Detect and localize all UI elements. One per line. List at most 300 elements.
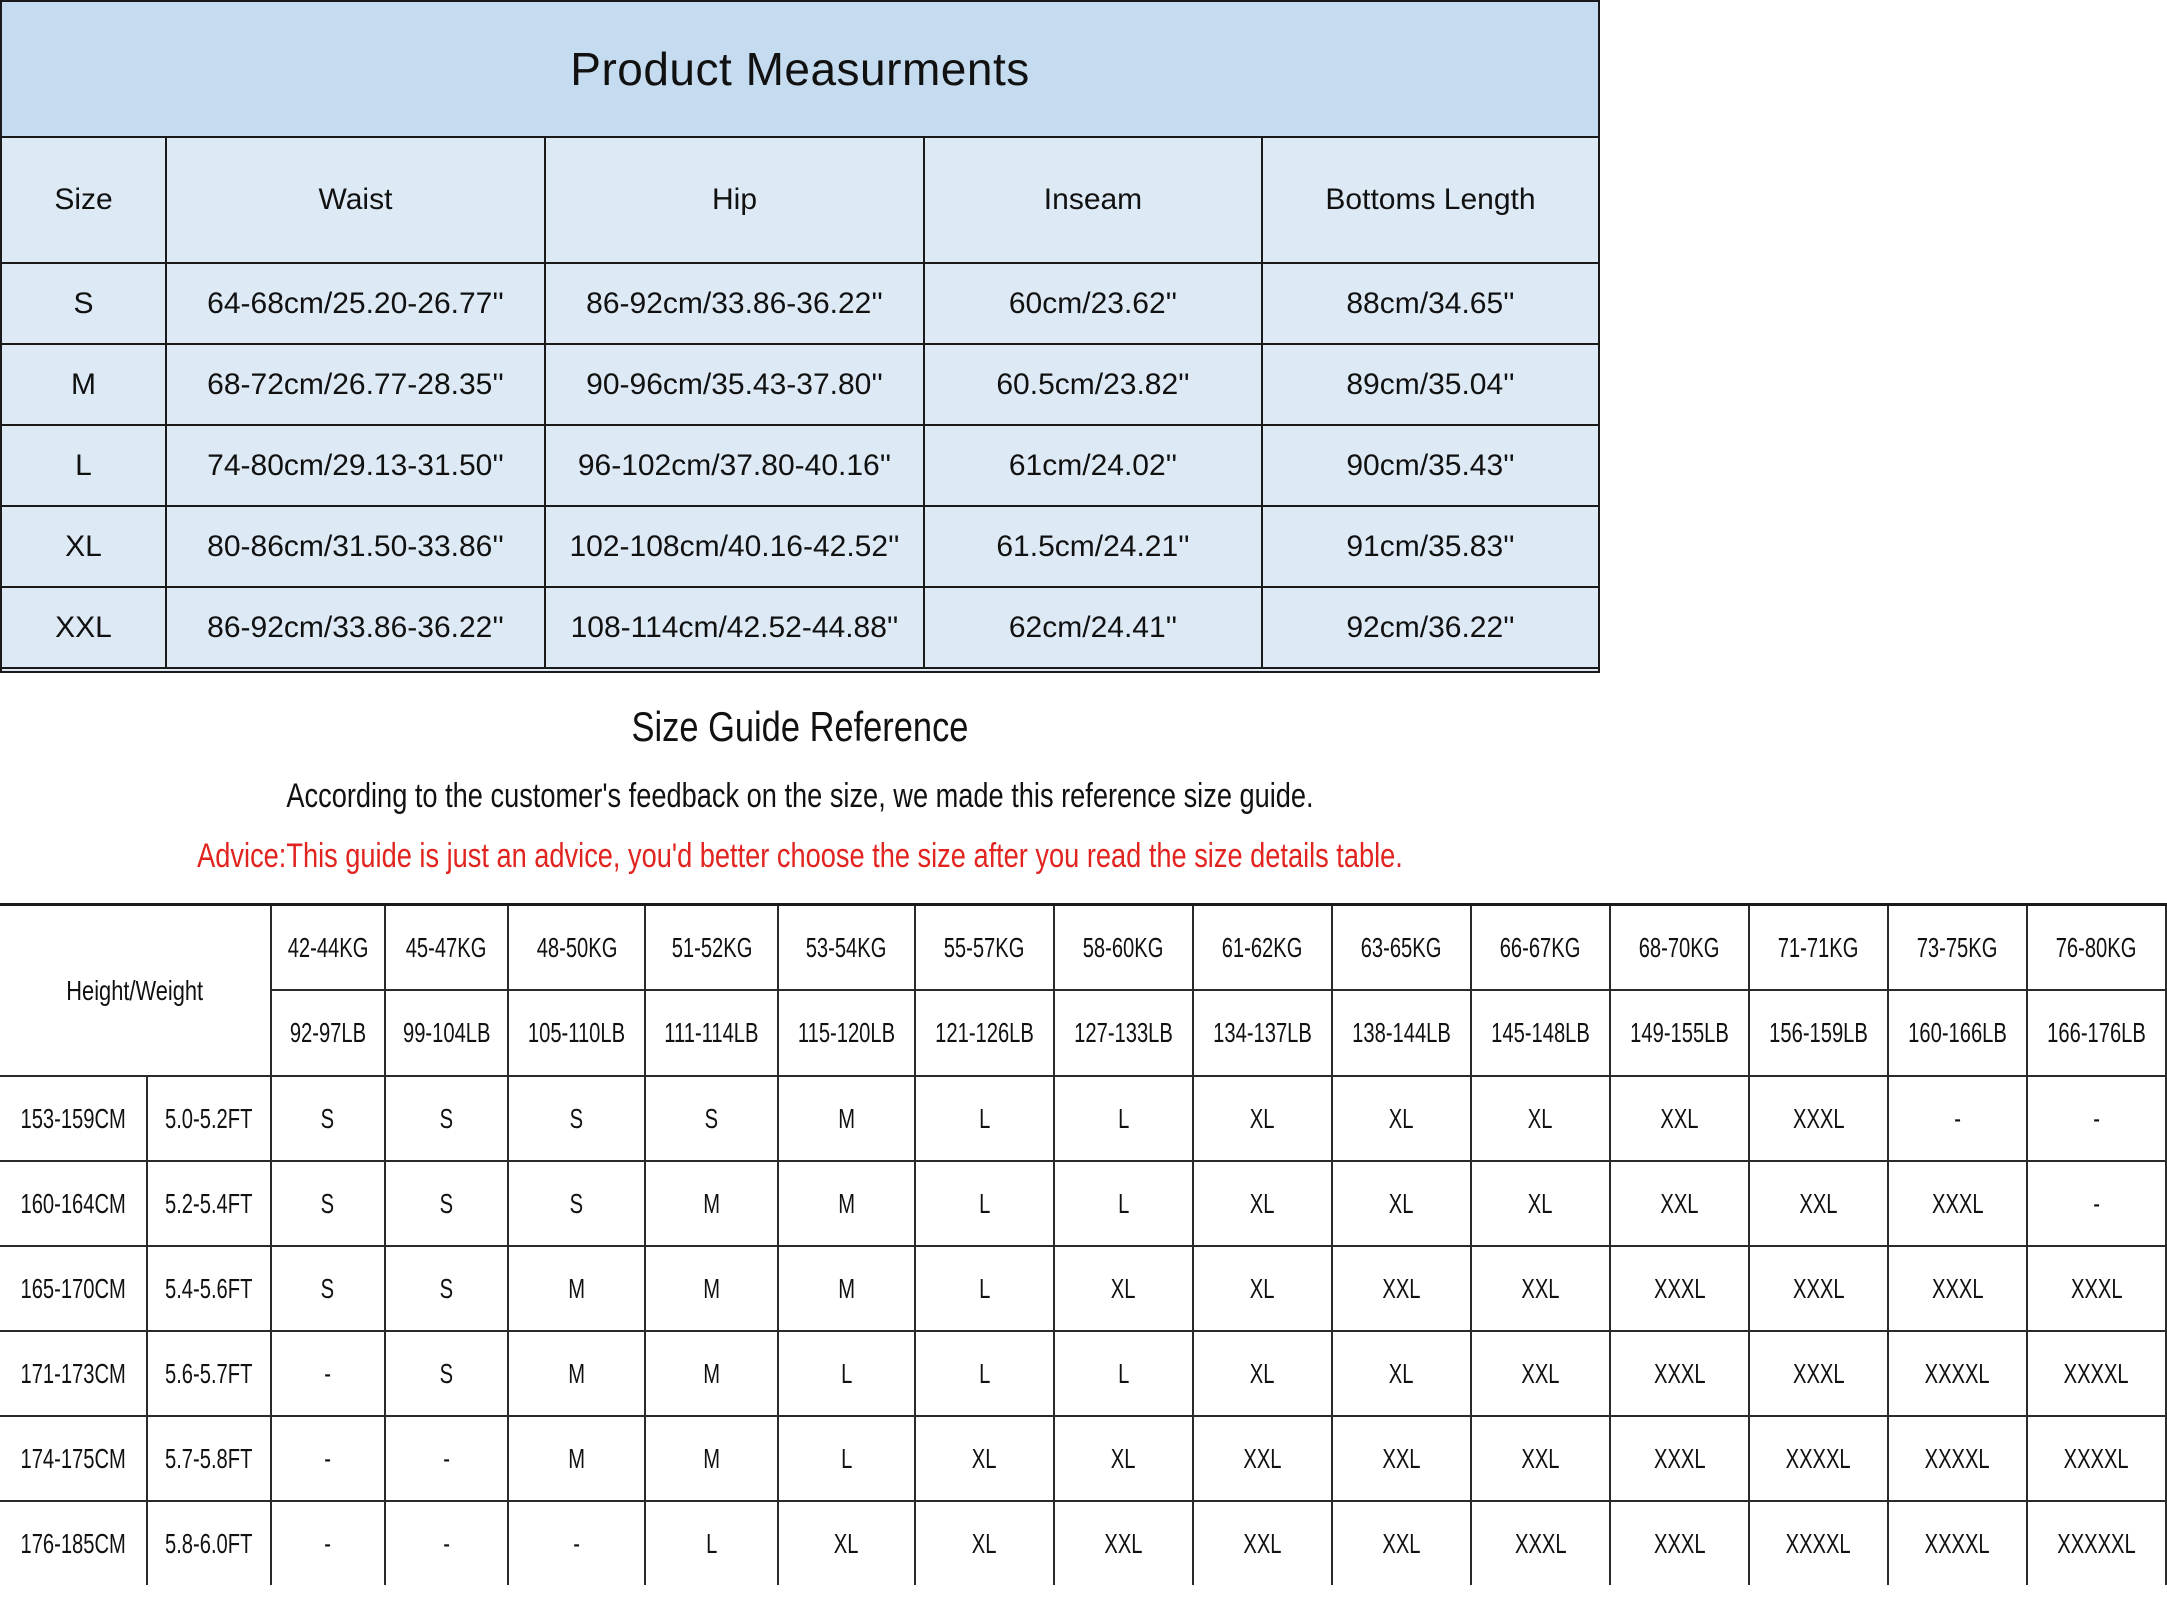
measurements-size-cell: XL	[2, 506, 166, 587]
recommended-size-label: L	[1117, 1357, 1130, 1389]
weight-lb-label: 115-120LB	[797, 1017, 895, 1048]
measurements-header-cell: Bottoms Length	[1262, 138, 1598, 263]
weight-lb-header	[915, 990, 1054, 1076]
recommended-size-label: XXL	[1382, 1442, 1421, 1474]
recommended-size-cell	[508, 1076, 645, 1161]
height-ft-label: 5.2-5.4FT	[165, 1187, 253, 1219]
recommended-size-cell	[1471, 1416, 1610, 1501]
recommended-size-label: XXXXL	[1924, 1527, 1990, 1559]
recommended-size-label: -	[1954, 1102, 1961, 1134]
recommended-size-cell	[645, 1246, 778, 1331]
recommended-size-label: XL	[1250, 1187, 1275, 1219]
recommended-size-label: S	[569, 1102, 584, 1134]
recommended-size-cell	[1471, 1246, 1610, 1331]
height-cm-cell	[0, 1246, 147, 1331]
measurements-value-cell: 80-86cm/31.50-33.86''	[166, 506, 545, 587]
recommended-size-label: XXXXL	[1924, 1357, 1990, 1389]
recommended-size-label: XXXL	[1653, 1272, 1706, 1304]
measurements-value-cell: 61cm/24.02''	[924, 425, 1262, 506]
guide-height-row	[0, 1246, 2166, 1331]
recommended-size-label: XXL	[1521, 1272, 1560, 1304]
recommended-size-label: XXXL	[1653, 1527, 1706, 1559]
recommended-size-label: M	[703, 1442, 720, 1474]
recommended-size-cell	[1471, 1501, 1610, 1585]
measurements-table	[2, 138, 1598, 669]
weight-kg-label: 61-62KG	[1222, 931, 1303, 963]
recommended-size-cell	[385, 1331, 508, 1416]
recommended-size-cell	[1749, 1501, 1888, 1585]
recommended-size-cell	[385, 1416, 508, 1501]
size-guide-table	[0, 903, 2167, 1585]
recommended-size-cell	[2027, 1076, 2166, 1161]
recommended-size-label: S	[704, 1102, 719, 1134]
recommended-size-label: XXL	[1382, 1272, 1421, 1304]
weight-lb-label: 111-114LB	[664, 1017, 759, 1048]
height-cm-label: 176-185CM	[20, 1527, 126, 1559]
recommended-size-cell	[915, 1161, 1054, 1246]
weight-lb-header	[645, 990, 778, 1076]
recommended-size-cell	[1332, 1416, 1471, 1501]
recommended-size-cell	[778, 1161, 915, 1246]
height-ft-cell	[147, 1076, 270, 1161]
recommended-size-label: XXXXL	[1785, 1527, 1851, 1559]
height-ft-label: 5.4-5.6FT	[165, 1272, 253, 1304]
recommended-size-cell	[645, 1416, 778, 1501]
weight-kg-header	[1054, 905, 1193, 991]
measurements-row	[2, 587, 1598, 668]
recommended-size-cell	[385, 1501, 508, 1585]
recommended-size-label: -	[324, 1527, 332, 1559]
recommended-size-label: XXL	[1660, 1102, 1699, 1134]
weight-lb-header	[778, 990, 915, 1076]
recommended-size-label: XXXXL	[1924, 1442, 1990, 1474]
weight-kg-header	[2027, 905, 2166, 991]
measurements-header-cell: Inseam	[924, 138, 1262, 263]
recommended-size-cell	[645, 1076, 778, 1161]
weight-kg-header	[1471, 905, 1610, 991]
recommended-size-label: XXXL	[1931, 1272, 1984, 1304]
measurements-header-cell: Size	[2, 138, 166, 263]
weight-kg-label: 58-60KG	[1083, 931, 1164, 963]
recommended-size-cell	[1054, 1246, 1193, 1331]
height-cm-label: 174-175CM	[20, 1442, 126, 1474]
recommended-size-cell	[645, 1161, 778, 1246]
height-weight-corner	[0, 905, 271, 1077]
weight-lb-header	[1610, 990, 1749, 1076]
weight-lb-header	[508, 990, 645, 1076]
weight-lb-header	[1332, 990, 1471, 1076]
recommended-size-cell	[1332, 1076, 1471, 1161]
recommended-size-label: S	[439, 1102, 454, 1134]
recommended-size-cell	[1610, 1416, 1749, 1501]
height-cm-cell	[0, 1331, 147, 1416]
recommended-size-label: -	[2093, 1102, 2100, 1134]
product-measurements-section	[0, 0, 1600, 673]
measurements-value-cell: 86-92cm/33.86-36.22''	[545, 263, 924, 344]
recommended-size-label: L	[840, 1442, 853, 1474]
weight-kg-label: 45-47KG	[406, 931, 487, 963]
recommended-size-label: XXXL	[1792, 1272, 1845, 1304]
height-ft-cell	[147, 1161, 270, 1246]
recommended-size-cell	[1749, 1246, 1888, 1331]
weight-kg-header	[271, 905, 385, 991]
measurements-size-cell: S	[2, 263, 166, 344]
recommended-size-cell	[1749, 1416, 1888, 1501]
recommended-size-cell	[1610, 1076, 1749, 1161]
recommended-size-label: XXXXXL	[2057, 1527, 2136, 1559]
measurements-row	[2, 506, 1598, 587]
height-cm-cell	[0, 1501, 147, 1585]
recommended-size-cell	[271, 1501, 385, 1585]
height-ft-cell	[147, 1246, 270, 1331]
recommended-size-label: XXXL	[1514, 1527, 1567, 1559]
weight-kg-label: 53-54KG	[806, 931, 887, 963]
recommended-size-label: S	[321, 1187, 335, 1219]
recommended-size-cell	[915, 1501, 1054, 1585]
recommended-size-cell	[778, 1246, 915, 1331]
recommended-size-cell	[1749, 1076, 1888, 1161]
height-weight-label: Height/Weight	[66, 974, 204, 1006]
height-cm-cell	[0, 1416, 147, 1501]
recommended-size-label: M	[568, 1357, 586, 1389]
recommended-size-cell	[1193, 1076, 1332, 1161]
weight-lb-label: 92-97LB	[289, 1017, 366, 1048]
weight-lb-label: 156-159LB	[1769, 1017, 1868, 1048]
recommended-size-label: XL	[972, 1442, 997, 1474]
weight-lb-header	[2027, 990, 2166, 1076]
height-cm-label: 171-173CM	[20, 1357, 126, 1389]
recommended-size-cell	[1054, 1161, 1193, 1246]
recommended-size-cell	[1193, 1246, 1332, 1331]
guide-lb-row	[0, 990, 2166, 1076]
recommended-size-cell	[1054, 1331, 1193, 1416]
recommended-size-label: XXL	[1104, 1527, 1143, 1559]
recommended-size-cell	[645, 1331, 778, 1416]
height-cm-label: 160-164CM	[20, 1187, 126, 1219]
recommended-size-cell	[271, 1416, 385, 1501]
recommended-size-cell	[2027, 1501, 2166, 1585]
measurements-value-cell: 64-68cm/25.20-26.77''	[166, 263, 545, 344]
recommended-size-label: -	[324, 1442, 332, 1474]
measurements-value-cell: 88cm/34.65''	[1262, 263, 1598, 344]
recommended-size-cell	[1332, 1331, 1471, 1416]
recommended-size-label: M	[838, 1187, 855, 1219]
measurements-value-cell: 60cm/23.62''	[924, 263, 1262, 344]
recommended-size-cell	[1054, 1076, 1193, 1161]
weight-kg-header	[385, 905, 508, 991]
recommended-size-cell	[1054, 1501, 1193, 1585]
recommended-size-label: -	[2093, 1187, 2100, 1219]
recommended-size-cell	[915, 1416, 1054, 1501]
guide-height-row	[0, 1161, 2166, 1246]
height-cm-label: 153-159CM	[20, 1102, 126, 1134]
weight-lb-header	[271, 990, 385, 1076]
weight-lb-label: 166-176LB	[2047, 1017, 2146, 1048]
recommended-size-cell	[1610, 1161, 1749, 1246]
measurements-header-cell: Waist	[166, 138, 545, 263]
recommended-size-label: XL	[1250, 1102, 1275, 1134]
measurements-value-cell: 92cm/36.22''	[1262, 587, 1598, 668]
recommended-size-label: -	[573, 1527, 581, 1559]
measurements-value-cell: 96-102cm/37.80-40.16''	[545, 425, 924, 506]
weight-kg-header	[645, 905, 778, 991]
recommended-size-label: XXL	[1382, 1527, 1421, 1559]
weight-lb-label: 145-148LB	[1491, 1017, 1590, 1048]
height-ft-label: 5.8-6.0FT	[165, 1527, 253, 1559]
recommended-size-label: L	[978, 1272, 990, 1304]
weight-lb-header	[385, 990, 508, 1076]
recommended-size-cell	[1610, 1331, 1749, 1416]
recommended-size-cell	[778, 1076, 915, 1161]
recommended-size-cell	[915, 1331, 1054, 1416]
recommended-size-cell	[1749, 1161, 1888, 1246]
recommended-size-label: XXXXL	[1785, 1442, 1851, 1474]
weight-lb-header	[1471, 990, 1610, 1076]
weight-lb-header	[1888, 990, 2027, 1076]
recommended-size-cell	[1888, 1161, 2027, 1246]
recommended-size-cell	[645, 1501, 778, 1585]
recommended-size-label: XXXL	[1653, 1442, 1706, 1474]
size-guide-advice: Advice:This guide is just an advice, you'd better choose the size after you read the size details table.	[197, 837, 1403, 875]
recommended-size-label: XL	[972, 1527, 997, 1559]
recommended-size-label: XXXL	[2070, 1272, 2123, 1304]
recommended-size-cell	[2027, 1416, 2166, 1501]
measurements-value-cell: 90-96cm/35.43-37.80''	[545, 344, 924, 425]
recommended-size-label: XL	[1111, 1442, 1136, 1474]
recommended-size-label: XXL	[1521, 1442, 1560, 1474]
recommended-size-cell	[1888, 1501, 2027, 1585]
recommended-size-label: XL	[1111, 1272, 1136, 1304]
recommended-size-cell	[1471, 1161, 1610, 1246]
recommended-size-cell	[1888, 1246, 2027, 1331]
recommended-size-label: M	[703, 1187, 720, 1219]
recommended-size-cell	[1888, 1416, 2027, 1501]
recommended-size-cell	[385, 1076, 508, 1161]
height-cm-label: 165-170CM	[20, 1272, 126, 1304]
recommended-size-cell	[778, 1416, 915, 1501]
measurements-value-cell: 68-72cm/26.77-28.35''	[166, 344, 545, 425]
recommended-size-cell	[1332, 1161, 1471, 1246]
recommended-size-label: XL	[1250, 1357, 1275, 1389]
guide-height-row	[0, 1076, 2166, 1161]
recommended-size-label: XXXL	[1792, 1102, 1845, 1134]
recommended-size-label: XXL	[1243, 1527, 1282, 1559]
recommended-size-label: L	[1117, 1187, 1130, 1219]
measurements-value-cell: 74-80cm/29.13-31.50''	[166, 425, 545, 506]
recommended-size-cell	[508, 1501, 645, 1585]
recommended-size-label: XL	[1528, 1187, 1553, 1219]
measurements-header-row	[2, 138, 1598, 263]
recommended-size-cell	[385, 1161, 508, 1246]
recommended-size-cell	[2027, 1161, 2166, 1246]
recommended-size-cell	[778, 1331, 915, 1416]
recommended-size-cell	[1888, 1076, 2027, 1161]
measurements-value-cell: 61.5cm/24.21''	[924, 506, 1262, 587]
recommended-size-label: -	[324, 1357, 332, 1389]
recommended-size-label: S	[321, 1102, 335, 1134]
measurements-row	[2, 263, 1598, 344]
recommended-size-label: -	[443, 1527, 450, 1559]
recommended-size-cell	[1749, 1331, 1888, 1416]
weight-kg-label: 68-70KG	[1639, 931, 1720, 963]
measurements-value-cell: 90cm/35.43''	[1262, 425, 1598, 506]
measurements-value-cell: 108-114cm/42.52-44.88''	[545, 587, 924, 668]
measurements-header-cell: Hip	[545, 138, 924, 263]
weight-kg-label: 51-52KG	[671, 931, 752, 963]
recommended-size-label: S	[569, 1187, 584, 1219]
recommended-size-cell	[1193, 1501, 1332, 1585]
recommended-size-label: XL	[1389, 1357, 1414, 1389]
recommended-size-label: XL	[1250, 1272, 1275, 1304]
measurements-row	[2, 425, 1598, 506]
measurements-value-cell: 62cm/24.41''	[924, 587, 1262, 668]
guide-kg-row	[0, 905, 2166, 991]
recommended-size-cell	[1054, 1416, 1193, 1501]
weight-kg-header	[1193, 905, 1332, 991]
weight-lb-label: 134-137LB	[1213, 1017, 1312, 1048]
weight-lb-header	[1193, 990, 1332, 1076]
weight-lb-label: 99-104LB	[402, 1017, 491, 1048]
recommended-size-label: L	[978, 1102, 990, 1134]
weight-kg-label: 42-44KG	[287, 931, 369, 963]
size-guide-description: According to the customer's feedback on the size, we made this reference size guide.	[286, 777, 1314, 815]
recommended-size-label: L	[1117, 1102, 1130, 1134]
measurements-size-cell: XXL	[2, 587, 166, 668]
recommended-size-cell	[1471, 1076, 1610, 1161]
recommended-size-cell	[915, 1246, 1054, 1331]
measurements-value-cell: 91cm/35.83''	[1262, 506, 1598, 587]
weight-lb-label: 121-126LB	[935, 1017, 1034, 1048]
weight-kg-header	[1610, 905, 1749, 991]
recommended-size-label: XL	[834, 1527, 859, 1559]
weight-kg-label: 55-57KG	[944, 931, 1025, 963]
recommended-size-cell	[385, 1246, 508, 1331]
recommended-size-cell	[271, 1331, 385, 1416]
recommended-size-label: -	[443, 1442, 450, 1474]
recommended-size-cell	[915, 1076, 1054, 1161]
recommended-size-label: XXXXL	[2063, 1357, 2130, 1389]
recommended-size-label: M	[568, 1442, 586, 1474]
recommended-size-cell	[1332, 1501, 1471, 1585]
weight-lb-label: 127-133LB	[1074, 1017, 1173, 1048]
recommended-size-label: S	[439, 1187, 454, 1219]
recommended-size-cell	[508, 1331, 645, 1416]
measurements-value-cell: 89cm/35.04''	[1262, 344, 1598, 425]
recommended-size-label: XXL	[1660, 1187, 1699, 1219]
weight-kg-header	[1888, 905, 2027, 991]
guide-height-row	[0, 1331, 2166, 1416]
size-guide-header	[0, 673, 1600, 905]
recommended-size-cell	[508, 1161, 645, 1246]
recommended-size-cell	[1610, 1246, 1749, 1331]
recommended-size-label: XXL	[1799, 1187, 1838, 1219]
height-ft-label: 5.0-5.2FT	[165, 1102, 253, 1134]
weight-kg-label: 73-75KG	[1917, 931, 1998, 963]
weight-kg-header	[1332, 905, 1471, 991]
measurements-size-cell: M	[2, 344, 166, 425]
weight-kg-label: 71-71KG	[1778, 931, 1859, 963]
recommended-size-cell	[271, 1161, 385, 1246]
guide-height-row	[0, 1501, 2166, 1585]
recommended-size-label: L	[840, 1357, 853, 1389]
recommended-size-cell	[1471, 1331, 1610, 1416]
recommended-size-label: L	[705, 1527, 718, 1559]
weight-kg-header	[778, 905, 915, 991]
recommended-size-label: XL	[1528, 1102, 1553, 1134]
weight-lb-header	[1749, 990, 1888, 1076]
size-guide-title: Size Guide Reference	[631, 703, 969, 750]
recommended-size-cell	[508, 1246, 645, 1331]
recommended-size-label: XXXL	[1653, 1357, 1706, 1389]
measurements-row	[2, 344, 1598, 425]
height-ft-cell	[147, 1416, 270, 1501]
recommended-size-label: M	[838, 1102, 855, 1134]
recommended-size-label: XXXL	[1931, 1187, 1984, 1219]
recommended-size-label: M	[568, 1272, 586, 1304]
recommended-size-label: XL	[1389, 1187, 1414, 1219]
recommended-size-label: XXL	[1243, 1442, 1282, 1474]
height-cm-cell	[0, 1161, 147, 1246]
measurements-value-cell: 102-108cm/40.16-42.52''	[545, 506, 924, 587]
recommended-size-label: S	[321, 1272, 335, 1304]
weight-lb-label: 138-144LB	[1352, 1017, 1451, 1048]
recommended-size-label: M	[838, 1272, 855, 1304]
weight-kg-label: 66-67KG	[1500, 931, 1581, 963]
recommended-size-cell	[1610, 1501, 1749, 1585]
guide-height-row	[0, 1416, 2166, 1501]
recommended-size-cell	[1888, 1331, 2027, 1416]
weight-lb-label: 105-110LB	[528, 1017, 626, 1048]
recommended-size-cell	[778, 1501, 915, 1585]
weight-lb-header	[1054, 990, 1193, 1076]
recommended-size-cell	[508, 1416, 645, 1501]
recommended-size-label: L	[978, 1357, 990, 1389]
recommended-size-label: XXXXL	[2063, 1442, 2130, 1474]
measurements-title: Product Measurments	[2, 2, 1598, 138]
recommended-size-label: XXL	[1521, 1357, 1560, 1389]
recommended-size-cell	[1193, 1161, 1332, 1246]
height-ft-cell	[147, 1331, 270, 1416]
recommended-size-cell	[1193, 1416, 1332, 1501]
recommended-size-label: S	[439, 1357, 454, 1389]
recommended-size-label: L	[978, 1187, 990, 1219]
recommended-size-label: XXXL	[1792, 1357, 1845, 1389]
recommended-size-label: S	[439, 1272, 454, 1304]
weight-kg-label: 76-80KG	[2056, 931, 2137, 963]
recommended-size-label: M	[703, 1272, 720, 1304]
recommended-size-cell	[2027, 1246, 2166, 1331]
recommended-size-cell	[2027, 1331, 2166, 1416]
recommended-size-cell	[1193, 1331, 1332, 1416]
weight-kg-header	[508, 905, 645, 991]
recommended-size-label: M	[703, 1357, 720, 1389]
height-cm-cell	[0, 1076, 147, 1161]
weight-kg-header	[1749, 905, 1888, 991]
measurements-value-cell: 60.5cm/23.82''	[924, 344, 1262, 425]
weight-lb-label: 160-166LB	[1908, 1017, 2007, 1048]
recommended-size-cell	[271, 1246, 385, 1331]
weight-lb-label: 149-155LB	[1630, 1017, 1729, 1048]
weight-kg-label: 63-65KG	[1361, 931, 1442, 963]
recommended-size-cell	[1332, 1246, 1471, 1331]
height-ft-cell	[147, 1501, 270, 1585]
measurements-value-cell: 86-92cm/33.86-36.22''	[166, 587, 545, 668]
weight-kg-header	[915, 905, 1054, 991]
recommended-size-label: XL	[1389, 1102, 1414, 1134]
measurements-size-cell: L	[2, 425, 166, 506]
weight-kg-label: 48-50KG	[536, 931, 618, 963]
height-ft-label: 5.7-5.8FT	[165, 1442, 253, 1474]
